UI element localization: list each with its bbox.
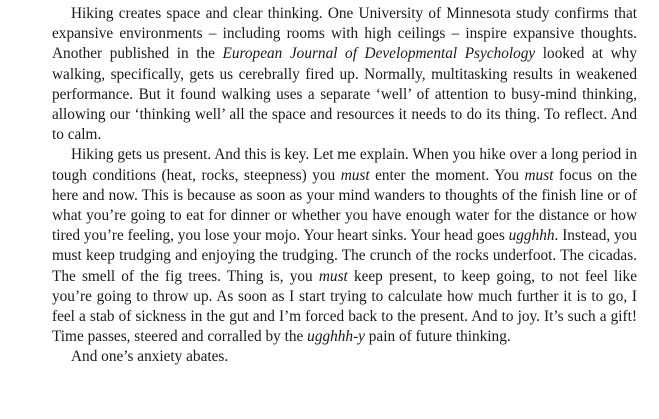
paragraph-text: And one’s anxiety abates.: [71, 348, 229, 366]
paragraph-hiking-space: [52, 4, 637, 145]
paragraph-text: pain of future thinking.: [364, 328, 511, 346]
emphasis-text: ugghhh: [508, 227, 555, 245]
paragraph-anxiety-abates: [52, 347, 637, 367]
journal-title: European Journal of Developmental Psychology: [222, 45, 536, 63]
paragraph-text: focus on the here and now. This is because as soon as your mind wanders to thoughts of the finish line or of what you’re going to eat for dinner or whether you have enough water for the distance or how tired you’re feeling, you lose your mojo. Your heart sinks. Your head goes: [52, 166, 637, 245]
paragraph-text: looked at why walking, specifically, gets us cerebrally fired up. Normally, multitasking results in weakened performance. But it found walking uses a separate ‘well’ of attention to busy-mind thinking, allowing our ‘thinking well’ all the space and resources it needs to do its thing. To reflect. And to calm.: [52, 45, 637, 144]
emphasis-text: must: [524, 166, 554, 184]
paragraph-text: enter the moment. You: [369, 166, 525, 184]
paragraph-hiking-present: [52, 145, 637, 347]
emphasis-text: must: [318, 267, 348, 285]
paragraph-text: Hiking creates space and clear thinking. One University of Minnesota study confirms that expansive environments – including rooms with high ceilings – inspire expansive thoughts. Another published in the: [52, 5, 637, 63]
paragraph-text: . Instead, you must keep trudging and enjoying the trudging. The crunch of the rocks underfoot. The cicadas. The smell of the fig trees. Thing is, you: [52, 227, 637, 285]
emphasis-text: ugghhh-y: [307, 328, 365, 346]
document-page: [52, 4, 637, 368]
emphasis-text: must: [340, 166, 370, 184]
paragraph-text: keep present, to keep going, to not feel like you’re going to throw up. As soon as I start trying to calculate how much further it is to go, I feel a stab of sickness in the gut and I’m forced back to the present. And to joy. It’s such a gift! Time passes, steered and corralled by the: [52, 267, 637, 346]
paragraph-text: Hiking gets us present. And this is key. Let me explain. When you hike over a long period in tough conditions (heat, rocks, steepness) you: [52, 146, 637, 184]
